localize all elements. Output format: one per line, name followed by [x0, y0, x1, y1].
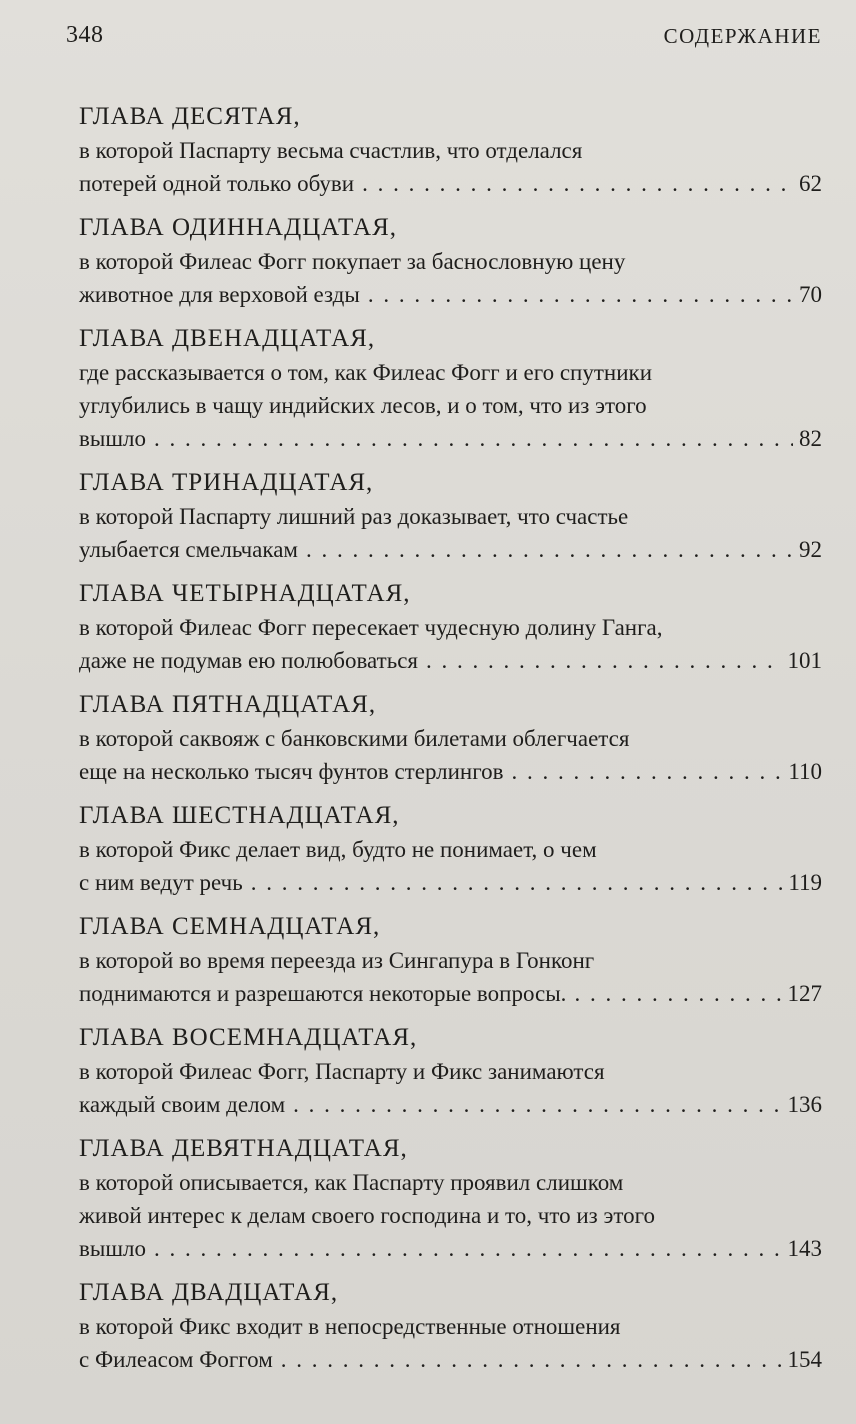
chapter-description-text: поднимаются и разрешаются некоторые вопросы. — [79, 981, 567, 1006]
chapter-title: ГЛАВА ДЕВЯТНАДЦАТАЯ, — [79, 1135, 408, 1162]
chapter-description-line: углубились в чащу индийских лесов, и о том, что из этого — [79, 393, 647, 418]
chapter-description-line: в которой описывается, как Паспарту проявил слишком — [79, 1170, 624, 1195]
page-reference: 92 — [799, 537, 822, 562]
page-reference: 127 — [787, 981, 822, 1006]
chapter-description-last-line — [79, 755, 822, 788]
chapter-description-line: в которой Фикс делает вид, будто не понимает, о чем — [79, 837, 597, 862]
chapter-description-line: в которой во время переезда из Сингапура в Гонконг — [79, 948, 595, 973]
chapter-title: ГЛАВА ЧЕТЫРНАДЦАТАЯ, — [79, 580, 411, 607]
toc-entry — [79, 1021, 822, 1121]
chapter-description-last-line — [79, 1232, 822, 1265]
dot-leader — [154, 1232, 781, 1265]
chapter-description-last-line — [79, 167, 822, 200]
chapter-title: ГЛАВА ДВАДЦАТАЯ, — [79, 1279, 339, 1306]
chapter-description-text: даже не подумав ею полюбоваться — [79, 648, 418, 673]
chapter-description-last-line — [79, 644, 822, 677]
chapter-title: ГЛАВА ТРИНАДЦАТАЯ, — [79, 469, 374, 496]
dot-leader — [251, 866, 783, 899]
chapter-description-text: с ним ведут речь — [79, 870, 243, 895]
toc-entry — [79, 466, 822, 566]
page-reference: 62 — [799, 171, 822, 196]
dot-leader — [426, 644, 782, 677]
chapter-description-text: каждый своим делом — [79, 1092, 286, 1117]
chapter-description-text: еще на несколько тысяч фунтов стерлингов — [79, 759, 504, 784]
dot-leader — [511, 755, 782, 788]
page-reference: 110 — [788, 759, 822, 784]
page-number: 348 — [66, 22, 104, 48]
page-reference: 154 — [787, 1347, 822, 1372]
page-reference: 82 — [799, 426, 822, 451]
dot-leader — [306, 533, 793, 566]
page-reference: 143 — [787, 1236, 822, 1261]
chapter-description-last-line — [79, 1088, 822, 1121]
chapter-title: ГЛАВА СЕМНАДЦАТАЯ, — [79, 913, 381, 940]
chapter-description-last-line — [79, 977, 822, 1010]
toc-entry — [79, 1276, 822, 1376]
chapter-description-text: улыбается смельчакам — [79, 537, 298, 562]
toc-entry — [79, 322, 822, 455]
page-reference: 70 — [799, 282, 822, 307]
running-title: СОДЕРЖАНИЕ — [663, 24, 822, 48]
chapter-description-last-line — [79, 533, 822, 566]
page-reference: 119 — [788, 870, 822, 895]
chapter-description-line: в которой Филеас Фогг пересекает чудесную долину Ганга, — [79, 615, 663, 640]
chapter-title: ГЛАВА ДЕСЯТАЯ, — [79, 103, 301, 130]
chapter-description-line: в которой Фикс входит в непосредственные отношения — [79, 1314, 621, 1339]
dot-leader — [154, 422, 793, 455]
chapter-description-text: вышло — [79, 426, 147, 451]
chapter-description-text: с Филеасом Фоггом — [79, 1347, 273, 1372]
dot-leader — [362, 167, 793, 200]
toc-entry — [79, 688, 822, 788]
chapter-description-line: в которой Паспарту лишний раз доказывает, что счастье — [79, 504, 629, 529]
chapter-description-last-line — [79, 1343, 822, 1376]
toc-entry — [79, 1132, 822, 1265]
toc-entry — [79, 577, 822, 677]
chapter-title: ГЛАВА ШЕСТНАДЦАТАЯ, — [79, 802, 400, 829]
toc-entry — [79, 910, 822, 1010]
toc-entry — [79, 211, 822, 311]
chapter-title: ГЛАВА ВОСЕМНАДЦАТАЯ, — [79, 1024, 418, 1051]
chapter-description-line: в которой саквояж с банковскими билетами облегчается — [79, 726, 630, 751]
chapter-description-line: живой интерес к делам своего господина и то, что из этого — [79, 1203, 655, 1228]
chapter-title: ГЛАВА ДВЕНАДЦАТАЯ, — [79, 325, 376, 352]
chapter-description-line: где рассказывается о том, как Филеас Фогг и его спутники — [79, 360, 653, 385]
chapter-description-text: вышло — [79, 1236, 147, 1261]
chapter-description-line: в которой Филеас Фогг, Паспарту и Фикс занимаются — [79, 1059, 605, 1084]
chapter-description-text: животное для верховой езды — [79, 282, 360, 307]
page-header — [66, 22, 822, 62]
chapter-title: ГЛАВА ОДИННАДЦАТАЯ, — [79, 214, 398, 241]
chapter-description-line: в которой Паспарту весьма счастлив, что отделался — [79, 138, 583, 163]
dot-leader — [368, 278, 793, 311]
chapter-title: ГЛАВА ПЯТНАДЦАТАЯ, — [79, 691, 377, 718]
page-reference: 101 — [787, 648, 822, 673]
chapter-description-text: потерей одной только обуви — [79, 171, 355, 196]
table-of-contents — [79, 100, 822, 1387]
chapter-description-last-line — [79, 278, 822, 311]
dot-leader — [574, 977, 781, 1010]
page-reference: 136 — [787, 1092, 822, 1117]
chapter-description-last-line — [79, 866, 822, 899]
dot-leader — [293, 1088, 781, 1121]
toc-entry — [79, 799, 822, 899]
chapter-description-last-line — [79, 422, 822, 455]
chapter-description-line: в которой Филеас Фогг покупает за баснословную цену — [79, 249, 626, 274]
dot-leader — [281, 1343, 782, 1376]
toc-entry — [79, 100, 822, 200]
